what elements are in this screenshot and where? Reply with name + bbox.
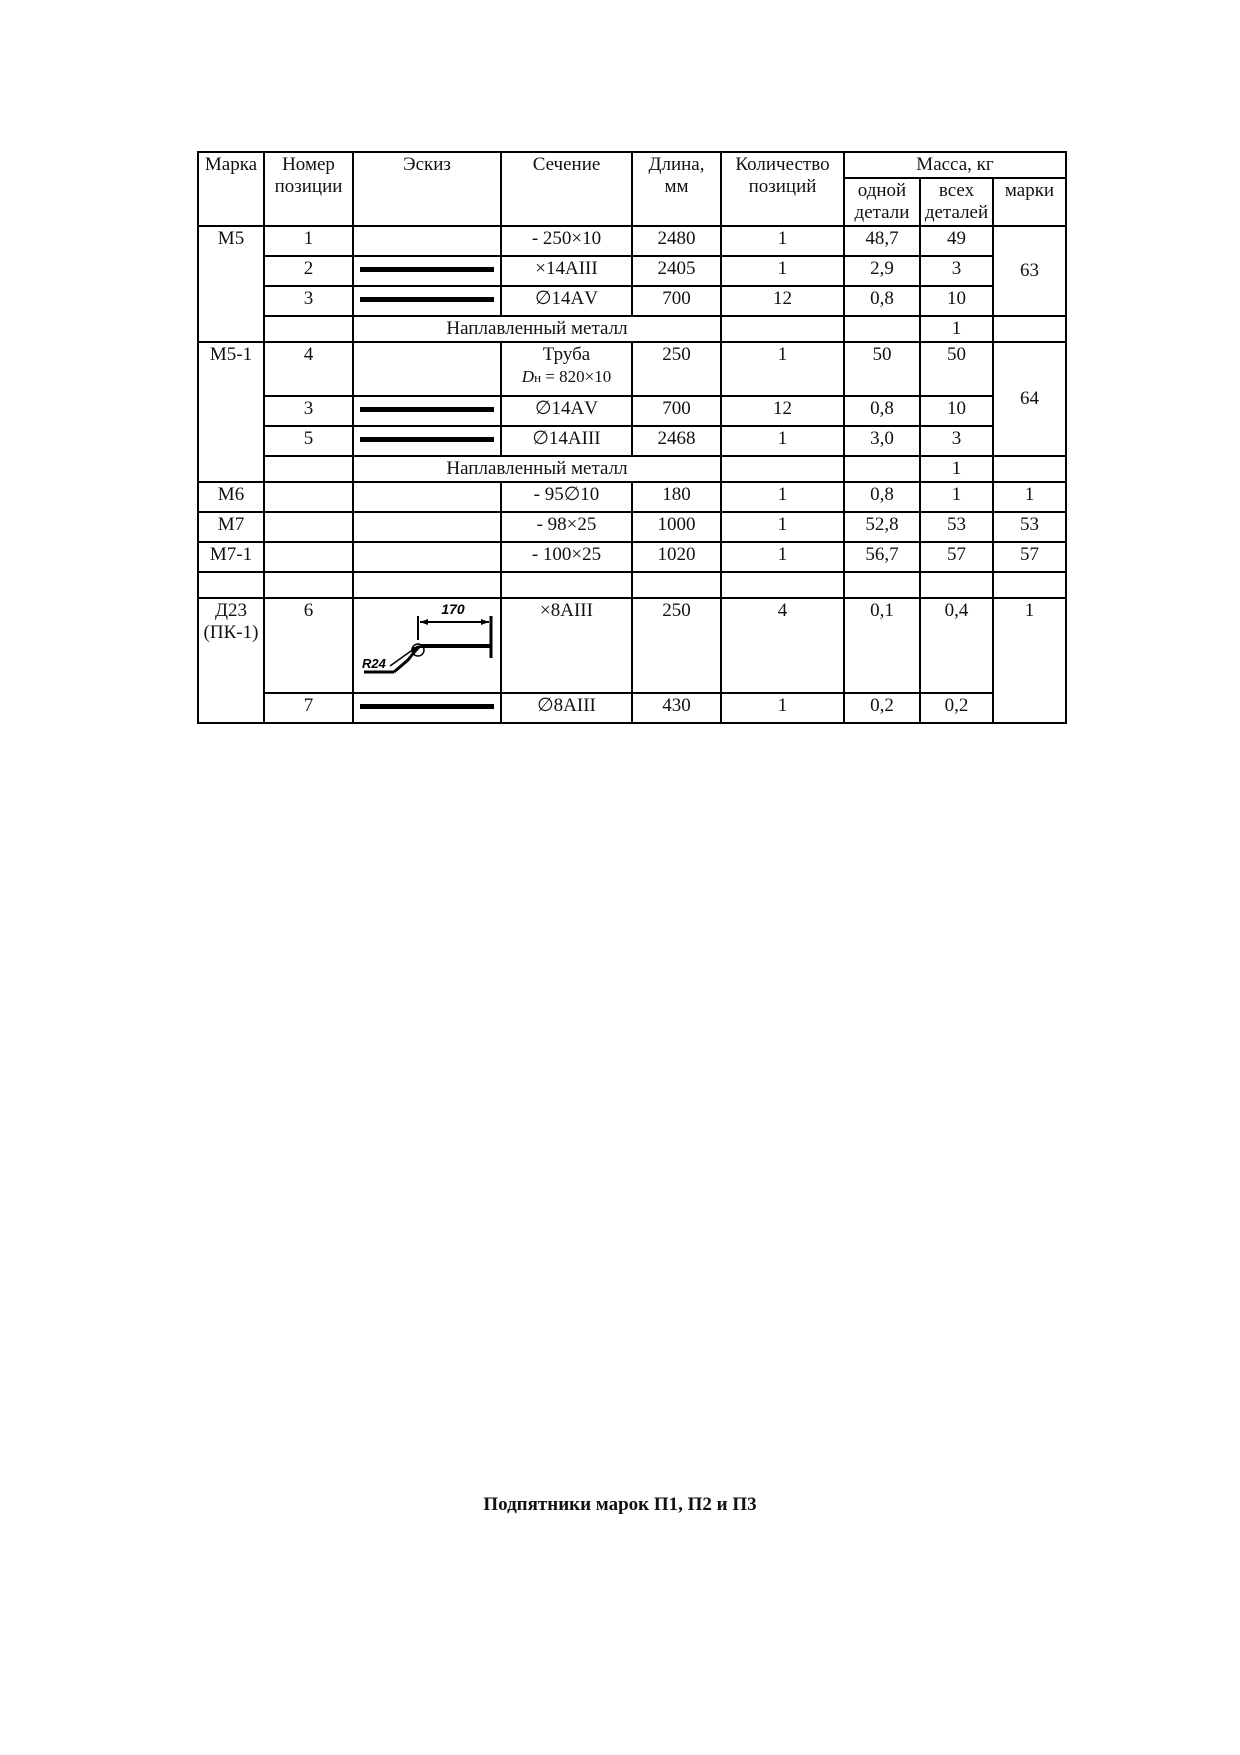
header-nomer: Номер позиции — [264, 152, 353, 226]
sech-line2 — [504, 366, 629, 389]
cell-kol: 12 — [721, 396, 844, 426]
cell-sech — [501, 342, 632, 396]
cell-pos — [264, 512, 353, 542]
cell-pos: 3 — [264, 396, 353, 426]
cell-sech: ×14АIII — [501, 256, 632, 286]
cell-odn: 56,7 — [844, 542, 920, 572]
cell-empty — [721, 572, 844, 598]
cell-sech: ×8АIII — [501, 598, 632, 693]
table-row-empty — [198, 572, 1066, 598]
cell-vseh: 10 — [920, 396, 993, 426]
sketch-arrow-right — [481, 619, 489, 625]
cell-odn: 0,8 — [844, 286, 920, 316]
cell-kol: 1 — [721, 426, 844, 456]
cell-empty — [264, 572, 353, 598]
cell-vseh: 1 — [920, 316, 993, 342]
cell-kol: 12 — [721, 286, 844, 316]
cell-naplav: Наплавленный металл — [353, 456, 721, 482]
header-dlina: Длина, мм — [632, 152, 721, 226]
cell-pos: 2 — [264, 256, 353, 286]
cell-pos: 6 — [264, 598, 353, 693]
cell-marki: 63 — [993, 226, 1066, 316]
rebar-sketch — [360, 704, 494, 709]
cell-odn — [844, 316, 920, 342]
cell-kol: 4 — [721, 598, 844, 693]
cell-sech: ∅14АV — [501, 396, 632, 426]
cell-pos: 5 — [264, 426, 353, 456]
cell-sketch — [353, 542, 501, 572]
cell-dlina: 2468 — [632, 426, 721, 456]
cell-empty — [920, 572, 993, 598]
table-row — [198, 396, 1066, 426]
header-vseh: всех деталей — [920, 178, 993, 226]
table-row — [198, 342, 1066, 396]
header-massa: Масса, кг — [844, 152, 1066, 178]
cell-kol: 1 — [721, 482, 844, 512]
cell-kol: 1 — [721, 542, 844, 572]
table-row — [198, 256, 1066, 286]
cell-vseh: 10 — [920, 286, 993, 316]
cell-dlina: 700 — [632, 286, 721, 316]
cell-sketch — [353, 598, 501, 693]
cell-marki: 53 — [993, 512, 1066, 542]
cell-pos — [264, 456, 353, 482]
sketch-dim-label: 170 — [441, 601, 465, 617]
cell-pos: 4 — [264, 342, 353, 396]
cell-dlina: 1020 — [632, 542, 721, 572]
cell-odn — [844, 456, 920, 482]
rebar-sketch — [360, 437, 494, 442]
table-row — [198, 512, 1066, 542]
cell-kol — [721, 316, 844, 342]
rebar-sketch — [360, 267, 494, 272]
table-row — [198, 693, 1066, 723]
cell-odn: 2,9 — [844, 256, 920, 286]
cell-sech: ∅14АV — [501, 286, 632, 316]
cell-vseh: 49 — [920, 226, 993, 256]
cell-odn: 0,2 — [844, 693, 920, 723]
cell-kol: 1 — [721, 512, 844, 542]
table-row — [198, 482, 1066, 512]
sketch-arrow-left — [420, 619, 428, 625]
sech-d: D — [521, 367, 535, 386]
cell-vseh: 0,2 — [920, 693, 993, 723]
cell-odn: 0,1 — [844, 598, 920, 693]
cell-marka: М7-1 — [198, 542, 264, 572]
header-marka: Марка — [198, 152, 264, 226]
cell-vseh: 3 — [920, 426, 993, 456]
table-row — [198, 456, 1066, 482]
cell-empty — [198, 572, 264, 598]
cell-marka: М5-1 — [198, 342, 264, 482]
cell-dlina: 430 — [632, 693, 721, 723]
cell-kol — [721, 456, 844, 482]
cell-sech: ∅8АIII — [501, 693, 632, 723]
cell-pos — [264, 542, 353, 572]
cell-marki — [993, 456, 1066, 482]
cell-dlina: 180 — [632, 482, 721, 512]
cell-sketch — [353, 693, 501, 723]
cell-empty — [353, 572, 501, 598]
table-row — [198, 286, 1066, 316]
cell-empty — [632, 572, 721, 598]
cell-sketch — [353, 396, 501, 426]
sech-dim: = 820×10 — [541, 367, 612, 386]
cell-marka: М6 — [198, 482, 264, 512]
cell-pos — [264, 316, 353, 342]
cell-sketch — [353, 512, 501, 542]
table-row — [198, 598, 1066, 693]
cell-sketch — [353, 342, 501, 396]
header-kolichestvo: Количество позиций — [721, 152, 844, 226]
sech-line1: Труба — [542, 344, 591, 365]
cell-vseh: 57 — [920, 542, 993, 572]
cell-sketch — [353, 426, 501, 456]
cell-dlina: 1000 — [632, 512, 721, 542]
cell-sech: - 250×10 — [501, 226, 632, 256]
cell-vseh: 0,4 — [920, 598, 993, 693]
header-marki: марки — [993, 178, 1066, 226]
cell-vseh: 50 — [920, 342, 993, 396]
header-eskiz: Эскиз — [353, 152, 501, 226]
cell-empty — [501, 572, 632, 598]
cell-odn: 50 — [844, 342, 920, 396]
sech-d-sub: н — [534, 370, 542, 385]
cell-empty — [844, 572, 920, 598]
cell-vseh: 53 — [920, 512, 993, 542]
header-sechenie: Сечение — [501, 152, 632, 226]
cell-odn: 48,7 — [844, 226, 920, 256]
cell-sech: - 100×25 — [501, 542, 632, 572]
cell-sketch — [353, 286, 501, 316]
cell-marka: Д23 (ПК-1) — [198, 598, 264, 723]
cell-sech: - 95∅10 — [501, 482, 632, 512]
cell-vseh: 1 — [920, 482, 993, 512]
cell-dlina: 250 — [632, 342, 721, 396]
cell-odn: 52,8 — [844, 512, 920, 542]
cell-dlina: 250 — [632, 598, 721, 693]
cell-sech: - 98×25 — [501, 512, 632, 542]
bent-bar-sketch — [356, 600, 498, 688]
cell-pos: 1 — [264, 226, 353, 256]
cell-vseh: 3 — [920, 256, 993, 286]
cell-sech: ∅14АIII — [501, 426, 632, 456]
cell-kol: 1 — [721, 226, 844, 256]
header-row — [198, 152, 1066, 178]
cell-kol: 1 — [721, 256, 844, 286]
cell-pos — [264, 482, 353, 512]
cell-marki: 1 — [993, 482, 1066, 512]
cell-vseh: 1 — [920, 456, 993, 482]
table-row — [198, 316, 1066, 342]
cell-pos: 7 — [264, 693, 353, 723]
rebar-sketch — [360, 407, 494, 412]
rebar-sketch — [360, 297, 494, 302]
cell-marki: 64 — [993, 342, 1066, 456]
cell-pos: 3 — [264, 286, 353, 316]
cell-dlina: 2405 — [632, 256, 721, 286]
cell-kol: 1 — [721, 693, 844, 723]
specification-table — [197, 151, 1067, 724]
header-odnoy: одной детали — [844, 178, 920, 226]
cell-odn: 0,8 — [844, 396, 920, 426]
cell-sketch — [353, 482, 501, 512]
cell-empty — [993, 572, 1066, 598]
cell-dlina: 700 — [632, 396, 721, 426]
section-caption: Подпятники марок П1, П2 и П3 — [483, 1494, 757, 1515]
cell-marki: 57 — [993, 542, 1066, 572]
cell-marki: 1 — [993, 598, 1066, 723]
cell-kol: 1 — [721, 342, 844, 396]
cell-sketch — [353, 256, 501, 286]
sketch-radius-label: R24 — [362, 656, 386, 671]
cell-dlina: 2480 — [632, 226, 721, 256]
table-row — [198, 226, 1066, 256]
table-row — [198, 542, 1066, 572]
sketch-bend — [394, 646, 420, 672]
cell-marka: М7 — [198, 512, 264, 542]
cell-odn: 3,0 — [844, 426, 920, 456]
cell-marki — [993, 316, 1066, 342]
specification-sheet — [197, 151, 1065, 724]
cell-naplav: Наплавленный металл — [353, 316, 721, 342]
table-row — [198, 426, 1066, 456]
cell-sketch — [353, 226, 501, 256]
cell-marka: М5 — [198, 226, 264, 342]
cell-odn: 0,8 — [844, 482, 920, 512]
